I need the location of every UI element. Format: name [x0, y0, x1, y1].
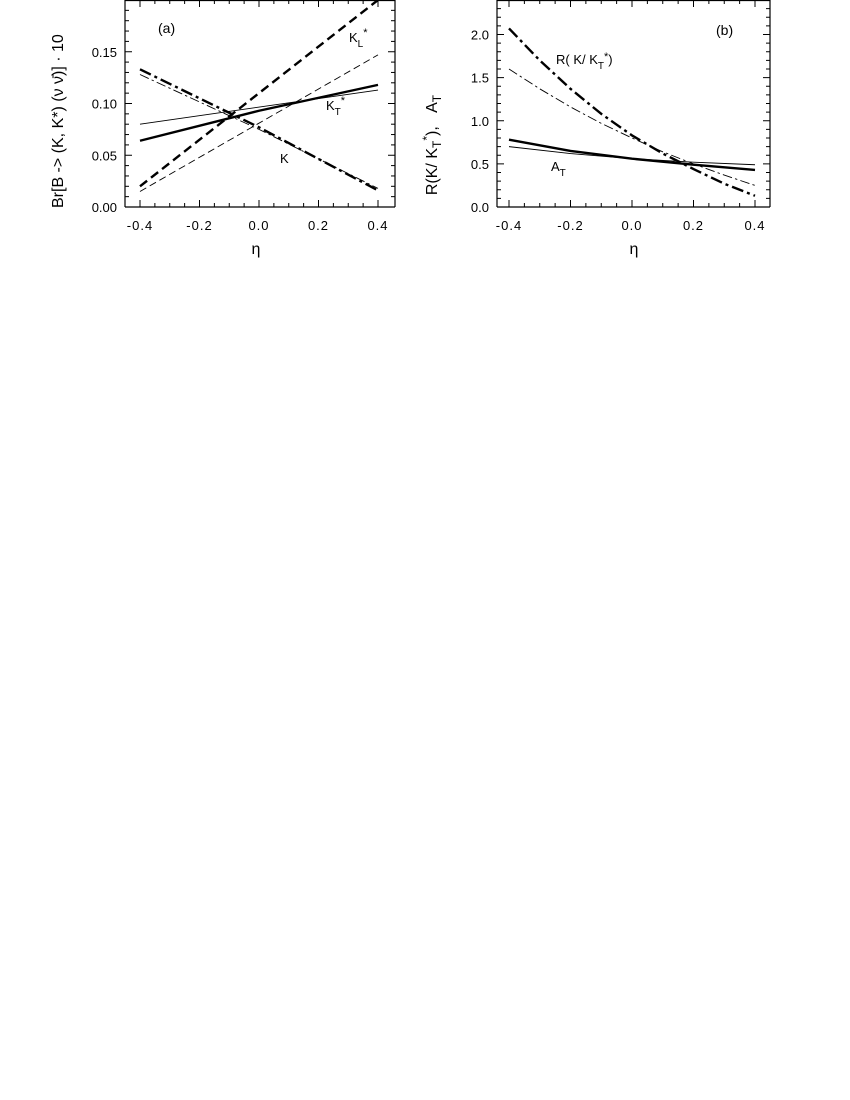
panel-b-tick-labels: [471, 28, 766, 234]
series-line-k-thick: [140, 69, 378, 190]
panel-b: [420, 0, 770, 258]
panel-a-x-axis-label: η: [251, 241, 261, 258]
series-line-at-thick: [509, 140, 755, 170]
panel-a-y-axis-label: Br[B -> (K, K*) (ν ν̄)] · 10: [50, 34, 67, 208]
y-tick-label: 0.10: [91, 96, 117, 112]
series-line-at-thin: [509, 147, 755, 165]
panel-b-annotation-at: $A_T$: [551, 159, 566, 179]
y-tick-label: 0.0: [470, 200, 489, 215]
x-tick-label: 0.2: [682, 218, 705, 233]
x-tick-label: -0.4: [126, 218, 154, 233]
y-tick-label: 2.0: [470, 27, 489, 43]
panel-a: [50, 0, 395, 258]
series-line-kt-thick: [140, 85, 378, 141]
panel-b-series: [509, 28, 755, 195]
y-tick-label: 0.15: [91, 44, 117, 60]
y-tick-label: 1.5: [470, 70, 489, 86]
panel-a-annotation-kt: $K_T^*$: [326, 95, 346, 118]
y-tick-label: 0.00: [91, 200, 117, 215]
panel-a-annotation-k: K: [280, 151, 289, 166]
x-tick-label: -0.2: [186, 218, 213, 233]
y-tick-label: 0.5: [470, 156, 489, 172]
panel-a-annotation-kl: $K_L^*$: [349, 27, 368, 50]
panel-b-y-axis-label: R(K/ $K_T^*$), $A_T$: [420, 94, 444, 196]
x-tick-label: 0.4: [367, 218, 389, 233]
x-tick-label: 0.2: [307, 218, 330, 233]
series-line-rkkt-thick: [509, 28, 755, 195]
x-tick-label: 0.0: [248, 218, 270, 233]
x-tick-label: 0.4: [744, 218, 766, 233]
panel-b-annotation-r: R( K/ $K_T^*$): [556, 51, 613, 72]
x-tick-label: 0.0: [621, 218, 643, 233]
panel-b-label: (b): [716, 22, 734, 38]
y-tick-label: 1.0: [470, 113, 489, 129]
panel-b-x-axis-label: η: [629, 241, 639, 258]
y-tick-label: 0.05: [91, 148, 117, 164]
x-tick-label: -0.4: [495, 218, 523, 233]
x-tick-label: -0.2: [557, 218, 584, 233]
panel-a-tick-labels: [92, 45, 389, 233]
panel-a-label: (a): [158, 20, 176, 36]
